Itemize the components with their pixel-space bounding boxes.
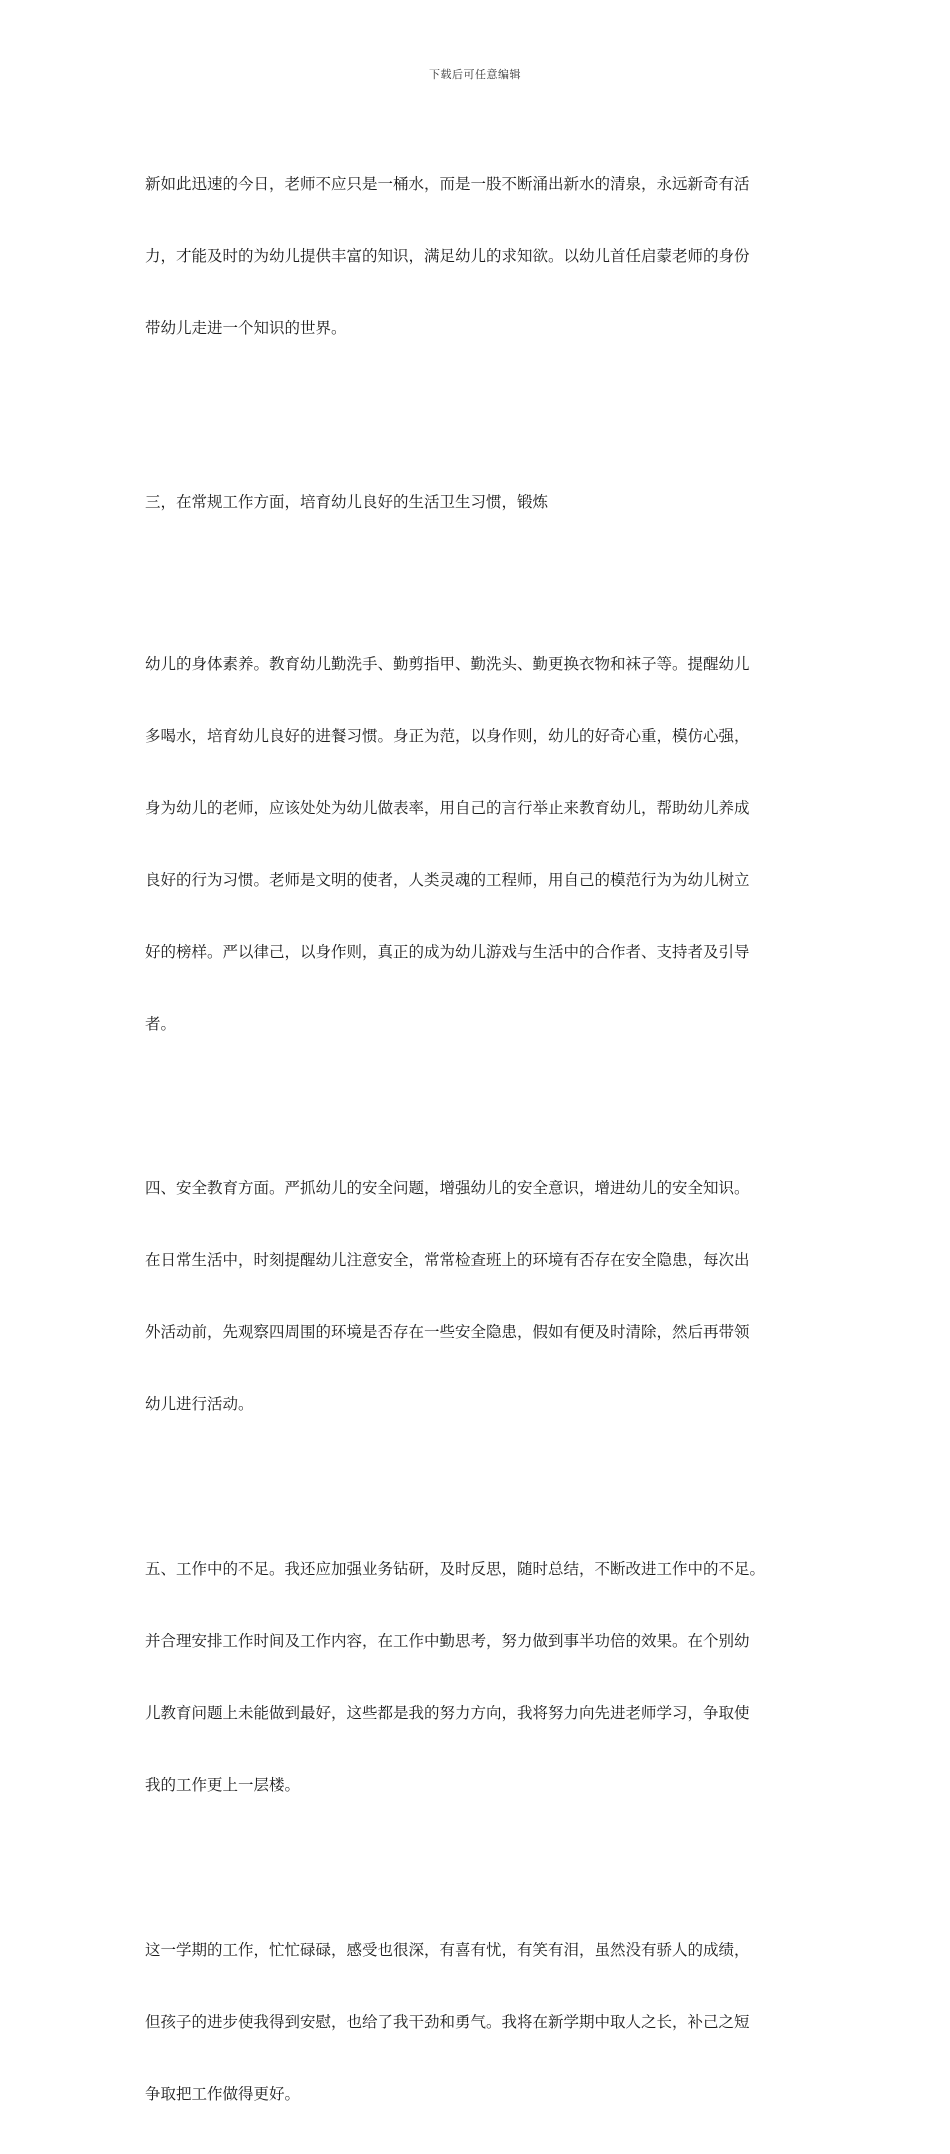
paragraph-2: [145, 442, 825, 562]
text-line: 五、工作中的不足。我还应加强业务钻研，及时反思，随时总结，不断改进工作中的不足。: [145, 1560, 766, 1578]
text-line: 争取把工作做得更好。: [145, 2085, 301, 2103]
text-line: 外活动前，先观察四周围的环境是否存在一些安全隐患，假如有便及时清除，然后再带领: [145, 1323, 750, 1341]
text-line: 好的榜样。严以律己，以身作则，真正的成为幼儿游戏与生活中的合作者、支持者及引导: [145, 943, 750, 961]
text-line: 这一学期的工作，忙忙碌碌，感受也很深，有喜有忧，有笑有泪，虽然没有骄人的成绩，: [145, 1941, 750, 1959]
text-line: 幼儿的身体素养。教育幼儿勤洗手、勤剪指甲、勤洗头、勤更换衣物和袜子等。提醒幼儿: [145, 655, 750, 673]
paragraph-4: [145, 1128, 825, 1464]
text-line: 良好的行为习惯。老师是文明的使者，人类灵魂的工程师，用自己的模范行为为幼儿树立: [145, 871, 750, 889]
paragraph-6: [145, 1890, 825, 2154]
text-line: 身为幼儿的老师，应该处处为幼儿做表率，用自己的言行举止来教育幼儿，帮助幼儿养成: [145, 799, 750, 817]
paragraph-3: [145, 604, 825, 1084]
text-line: 三，在常规工作方面，培育幼儿良好的生活卫生习惯，锻炼: [145, 493, 549, 511]
text-line: 带幼儿走进一个知识的世界。: [145, 319, 347, 337]
paragraph-1: [145, 124, 825, 388]
text-line: 但孩子的进步使我得到安慰，也给了我干劲和勇气。我将在新学期中取人之长，补己之短: [145, 2013, 750, 2031]
document-body: [145, 124, 825, 2154]
text-line: 新如此迅速的今日，老师不应只是一桶水，而是一股不断涌出新水的清泉，永远新奇有活: [145, 175, 750, 193]
text-line: 者。: [145, 1015, 177, 1033]
text-line: 在日常生活中，时刻提醒幼儿注意安全，常常检查班上的环境有否存在安全隐患，每次出: [145, 1251, 750, 1269]
page-header-note: 下载后可任意编辑: [429, 68, 521, 81]
text-line: 幼儿进行活动。: [145, 1395, 254, 1413]
text-line: 我的工作更上一层楼。: [145, 1776, 301, 1794]
text-line: 力，才能及时的为幼儿提供丰富的知识，满足幼儿的求知欲。以幼儿首任启蒙老师的身份: [145, 247, 750, 265]
text-line: 并合理安排工作时间及工作内容，在工作中勤思考，努力做到事半功倍的效果。在个别幼: [145, 1632, 750, 1650]
text-line: 四、安全教育方面。严抓幼儿的安全问题，增强幼儿的安全意识，增进幼儿的安全知识。: [145, 1179, 750, 1197]
text-line: 多喝水，培育幼儿良好的进餐习惯。身正为范，以身作则，幼儿的好奇心重，模仿心强，: [145, 727, 750, 745]
text-line: 儿教育问题上未能做到最好，这些都是我的努力方向，我将努力向先进老师学习，争取使: [145, 1704, 750, 1722]
paragraph-5: [145, 1509, 825, 1845]
